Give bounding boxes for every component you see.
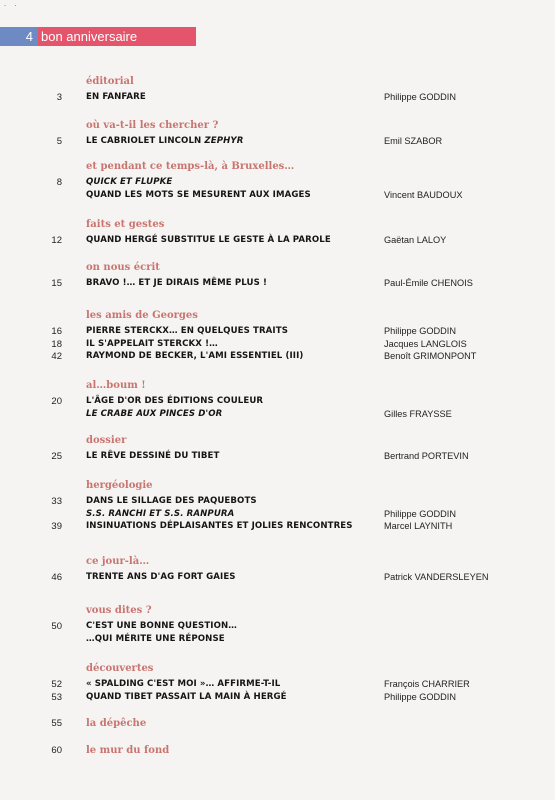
article-title: LE RÊVE DESSINÉ DU TIBET	[86, 451, 220, 461]
toc-page-number: 8	[56, 177, 62, 188]
article-author: Marcel LAYNITH	[384, 521, 453, 531]
toc-page-number: 52	[51, 679, 62, 690]
page-title: bon anniversaire	[38, 27, 196, 46]
section-title: vous dites ?	[86, 605, 152, 616]
article-title: PIERRE STERCKX… EN QUELQUES TRAITS	[86, 326, 288, 336]
article-author: Philippe GODDIN	[384, 92, 456, 102]
section-title: on nous écrit	[86, 262, 160, 273]
article-title: EN FANFARE	[86, 92, 146, 102]
article-author: Gilles FRAYSSE	[384, 408, 452, 419]
article-author: Paul-Émile CHENOIS	[384, 278, 473, 288]
article-author: Philippe GODDIN	[384, 508, 456, 519]
article-author: Philippe GODDIN	[384, 691, 456, 702]
toc-page-number: 3	[56, 92, 62, 103]
toc-entry[interactable]	[0, 190, 555, 203]
page-header	[0, 27, 196, 46]
article-author: Vincent BAUDOUX	[384, 189, 463, 200]
article-title: QUAND LES MOTS SE MESURENT AUX IMAGES	[86, 189, 311, 200]
toc-entry[interactable]	[0, 572, 555, 585]
section-title: le mur du fond	[86, 745, 170, 756]
toc-entry[interactable]	[0, 396, 555, 409]
section-title: et pendant ce temps-là, à Bruxelles…	[86, 161, 295, 172]
toc-entry[interactable]	[0, 451, 555, 464]
article-title: TRENTE ANS D'AG FORT GAIES	[86, 572, 236, 582]
article-title: L'ÂGE D'OR DES ÉDITIONS COULEUR	[86, 396, 264, 406]
section-title: découvertes	[86, 663, 154, 674]
article-author: François CHARRIER	[384, 679, 470, 689]
toc-entry[interactable]	[0, 278, 555, 291]
page-number: 4	[0, 27, 38, 46]
article-title: RAYMOND DE BECKER, L'AMI ESSENTIEL (III)	[86, 351, 304, 361]
section-title: les amis de Georges	[86, 310, 198, 321]
toc-entry[interactable]	[0, 509, 555, 522]
section-title: où va-t-il les chercher ?	[86, 120, 219, 131]
toc-entry[interactable]	[0, 351, 555, 364]
toc-entry[interactable]	[0, 409, 555, 422]
article-title: …QUI MÉRITE UNE RÉPONSE	[86, 633, 225, 644]
article-title: LE CRABE AUX PINCES D'OR	[86, 408, 223, 419]
toc-entry[interactable]	[0, 235, 555, 248]
toc-page-number: 50	[51, 621, 62, 632]
article-author: Benoît GRIMONPONT	[384, 351, 477, 361]
article-title: QUAND HERGÉ SUBSTITUE LE GESTE À LA PAROLE	[86, 235, 331, 245]
toc-entry[interactable]	[0, 621, 555, 634]
article-title: LE CABRIOLET LINCOLN ZEPHYR	[86, 136, 244, 146]
article-title: INSINUATIONS DÉPLAISANTES ET JOLIES RENCONTRES	[86, 521, 353, 531]
article-title: « SPALDING C'EST MOI »… AFFIRME-T-IL	[86, 679, 281, 689]
toc-page-number: 18	[51, 338, 62, 350]
toc-page-number: 15	[51, 278, 62, 289]
toc-entry[interactable]	[0, 326, 555, 339]
article-title: S.S. RANCHI ET S.S. RANPURA	[86, 508, 235, 519]
toc-page-number: 53	[51, 691, 62, 703]
article-title-italic: ZEPHYR	[204, 136, 244, 146]
article-author: Jacques LANGLOIS	[384, 338, 467, 349]
section-title: faits et gestes	[86, 219, 165, 230]
toc-page-number: 60	[51, 745, 62, 756]
article-author: Philippe GODDIN	[384, 326, 456, 336]
article-title: DANS LE SILLAGE DES PAQUEBOTS	[86, 496, 257, 506]
toc-page-number: 55	[51, 718, 62, 729]
toc-page-number: 16	[51, 326, 62, 337]
toc-page-number: 42	[51, 351, 62, 362]
scan-marks: · ·	[4, 2, 20, 10]
toc-page-number: 12	[51, 235, 62, 246]
toc-entry[interactable]	[0, 339, 555, 352]
article-title: IL S'APPELAIT STERCKX !…	[86, 338, 218, 349]
article-author: Bertrand PORTEVIN	[384, 451, 469, 461]
article-author: Emil SZABOR	[384, 136, 443, 146]
section-title: dossier	[86, 435, 127, 446]
toc-page-number: 39	[51, 521, 62, 532]
section-title: hergéologie	[86, 480, 153, 491]
article-author: Gaëtan LALOY	[384, 235, 447, 245]
toc-entry[interactable]	[0, 177, 555, 190]
toc-page-number: 20	[51, 396, 62, 407]
toc-entry[interactable]	[0, 92, 555, 105]
article-author: Patrick VANDERSLEYEN	[384, 572, 489, 582]
toc-entry[interactable]	[0, 692, 555, 705]
section-title: ce jour-là…	[86, 556, 150, 567]
section-title: éditorial	[86, 76, 134, 87]
toc-entry[interactable]	[0, 521, 555, 534]
toc-entry[interactable]	[0, 496, 555, 509]
section-title: al…boum !	[86, 380, 146, 391]
toc-page-number: 33	[51, 496, 62, 507]
article-title: QUAND TIBET PASSAIT LA MAIN À HERGÉ	[86, 691, 287, 702]
toc-entry[interactable]	[0, 634, 555, 647]
toc-page-number: 25	[51, 451, 62, 462]
article-title: C'EST UNE BONNE QUESTION…	[86, 621, 237, 631]
toc-page-number: 46	[51, 572, 62, 583]
article-title: QUICK ET FLUPKE	[86, 177, 173, 187]
toc-entry[interactable]	[0, 679, 555, 692]
toc-page-number: 5	[56, 136, 62, 147]
article-title: BRAVO !… ET JE DIRAIS MÊME PLUS !	[86, 278, 267, 288]
toc-entry[interactable]	[0, 136, 555, 149]
section-title: la dépêche	[86, 718, 147, 729]
